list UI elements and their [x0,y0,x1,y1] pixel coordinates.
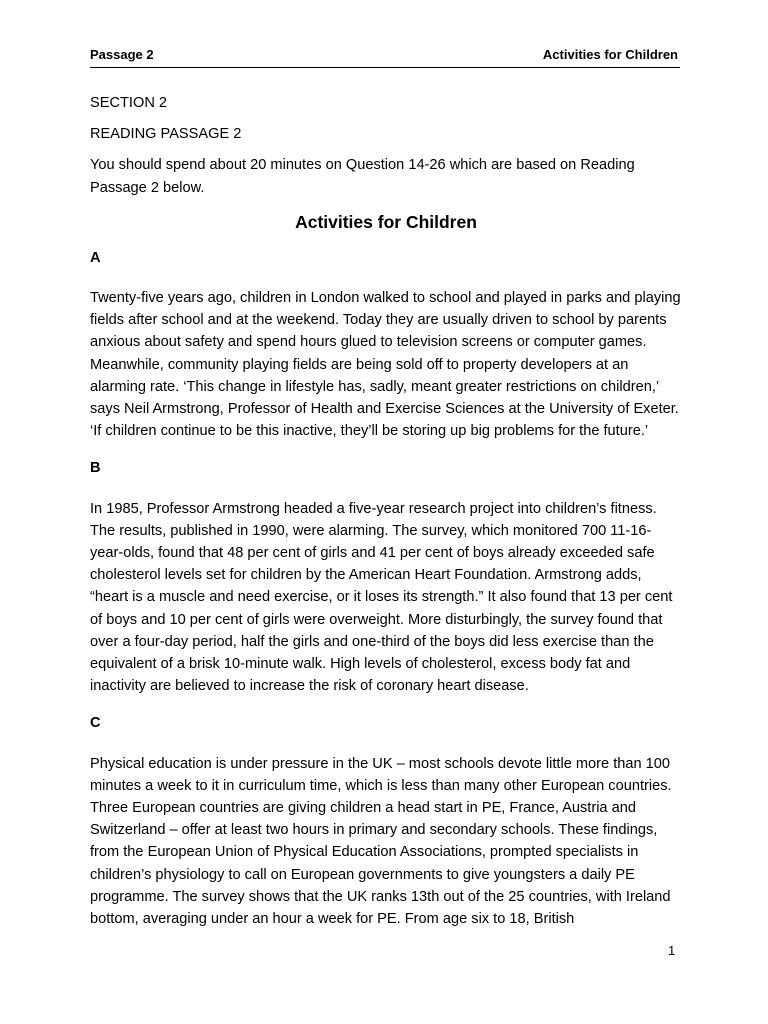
header-right: Activities for Children [542,47,678,62]
page-content [90,92,682,945]
header-left: Passage 2 [90,47,154,62]
page-number: 1 [668,943,676,958]
page-header [90,47,680,68]
instructions-text: You should spend about 20 minutes on Question 14-26 which are based on Reading Passage 2 below. [90,157,635,196]
paragraph-a: Twenty-five years ago, children in London walked to school and played in parks and playing fields after school and at the weekend. Today they are usually driven to school by parents anxious about safety and spend hours glued to television screens or computer games. Meanwhile, community playing fields are being sold off to property developers at an alarming rate. ‘This change in lifestyle has, sadly, meant greater restrictions on children,’ says Neil Armstrong, Professor of Health and Exercise Sciences at the University of Exeter. ‘If children continue to be this inactive, they’ll be storing up big problems for the future.’ [90,290,681,440]
paragraph-b: In 1985, Professor Armstrong headed a five-year research project into children’s fitness. The results, published in 1990, were alarming. The survey, which monitored 700 11-16-year-olds, found that 48 per cent of girls and 41 per cent of boys already exceeded safe cholesterol levels set for children by the American Heart Foundation. Armstrong adds, “heart is a muscle and need exercise, or it loses its strength.” It also found that 13 per cent of boys and 10 per cent of girls were overweight. More disturbingly, the survey found that over a four-day period, half the girls and one-third of the boys did less exercise than the equivalent of a brisk 10-minute walk. High levels of cholesterol, excess body fat and inactivity are believed to increase the risk of coronary heart disease. [90,500,673,695]
paragraph-label-b: B [90,460,101,477]
passage-title: Activities for Children [295,211,477,232]
paragraph-c: Physical education is under pressure in the UK – most schools devote little more than 100 minutes a week to it in curriculum time, which is less than many other European countries. Three European countries are giving children a head start in PE, France, Austria and Switzerland – offer at least two hours in primary and secondary schools. These findings, from the European Union of Physical Education Associations, prompted specialists in children’s physiology to call on European governments to give youngsters a daily PE programme. The survey shows that the UK ranks 13th out of the 25 countries, with Ireland bottom, averaging under an hour a week for PE. From age six to 18, British [90,755,672,928]
section-heading: SECTION 2 [90,95,168,111]
reading-passage-heading: READING PASSAGE 2 [90,126,242,143]
paragraph-label-a: A [90,249,101,266]
paragraph-label-c: C [90,715,101,732]
